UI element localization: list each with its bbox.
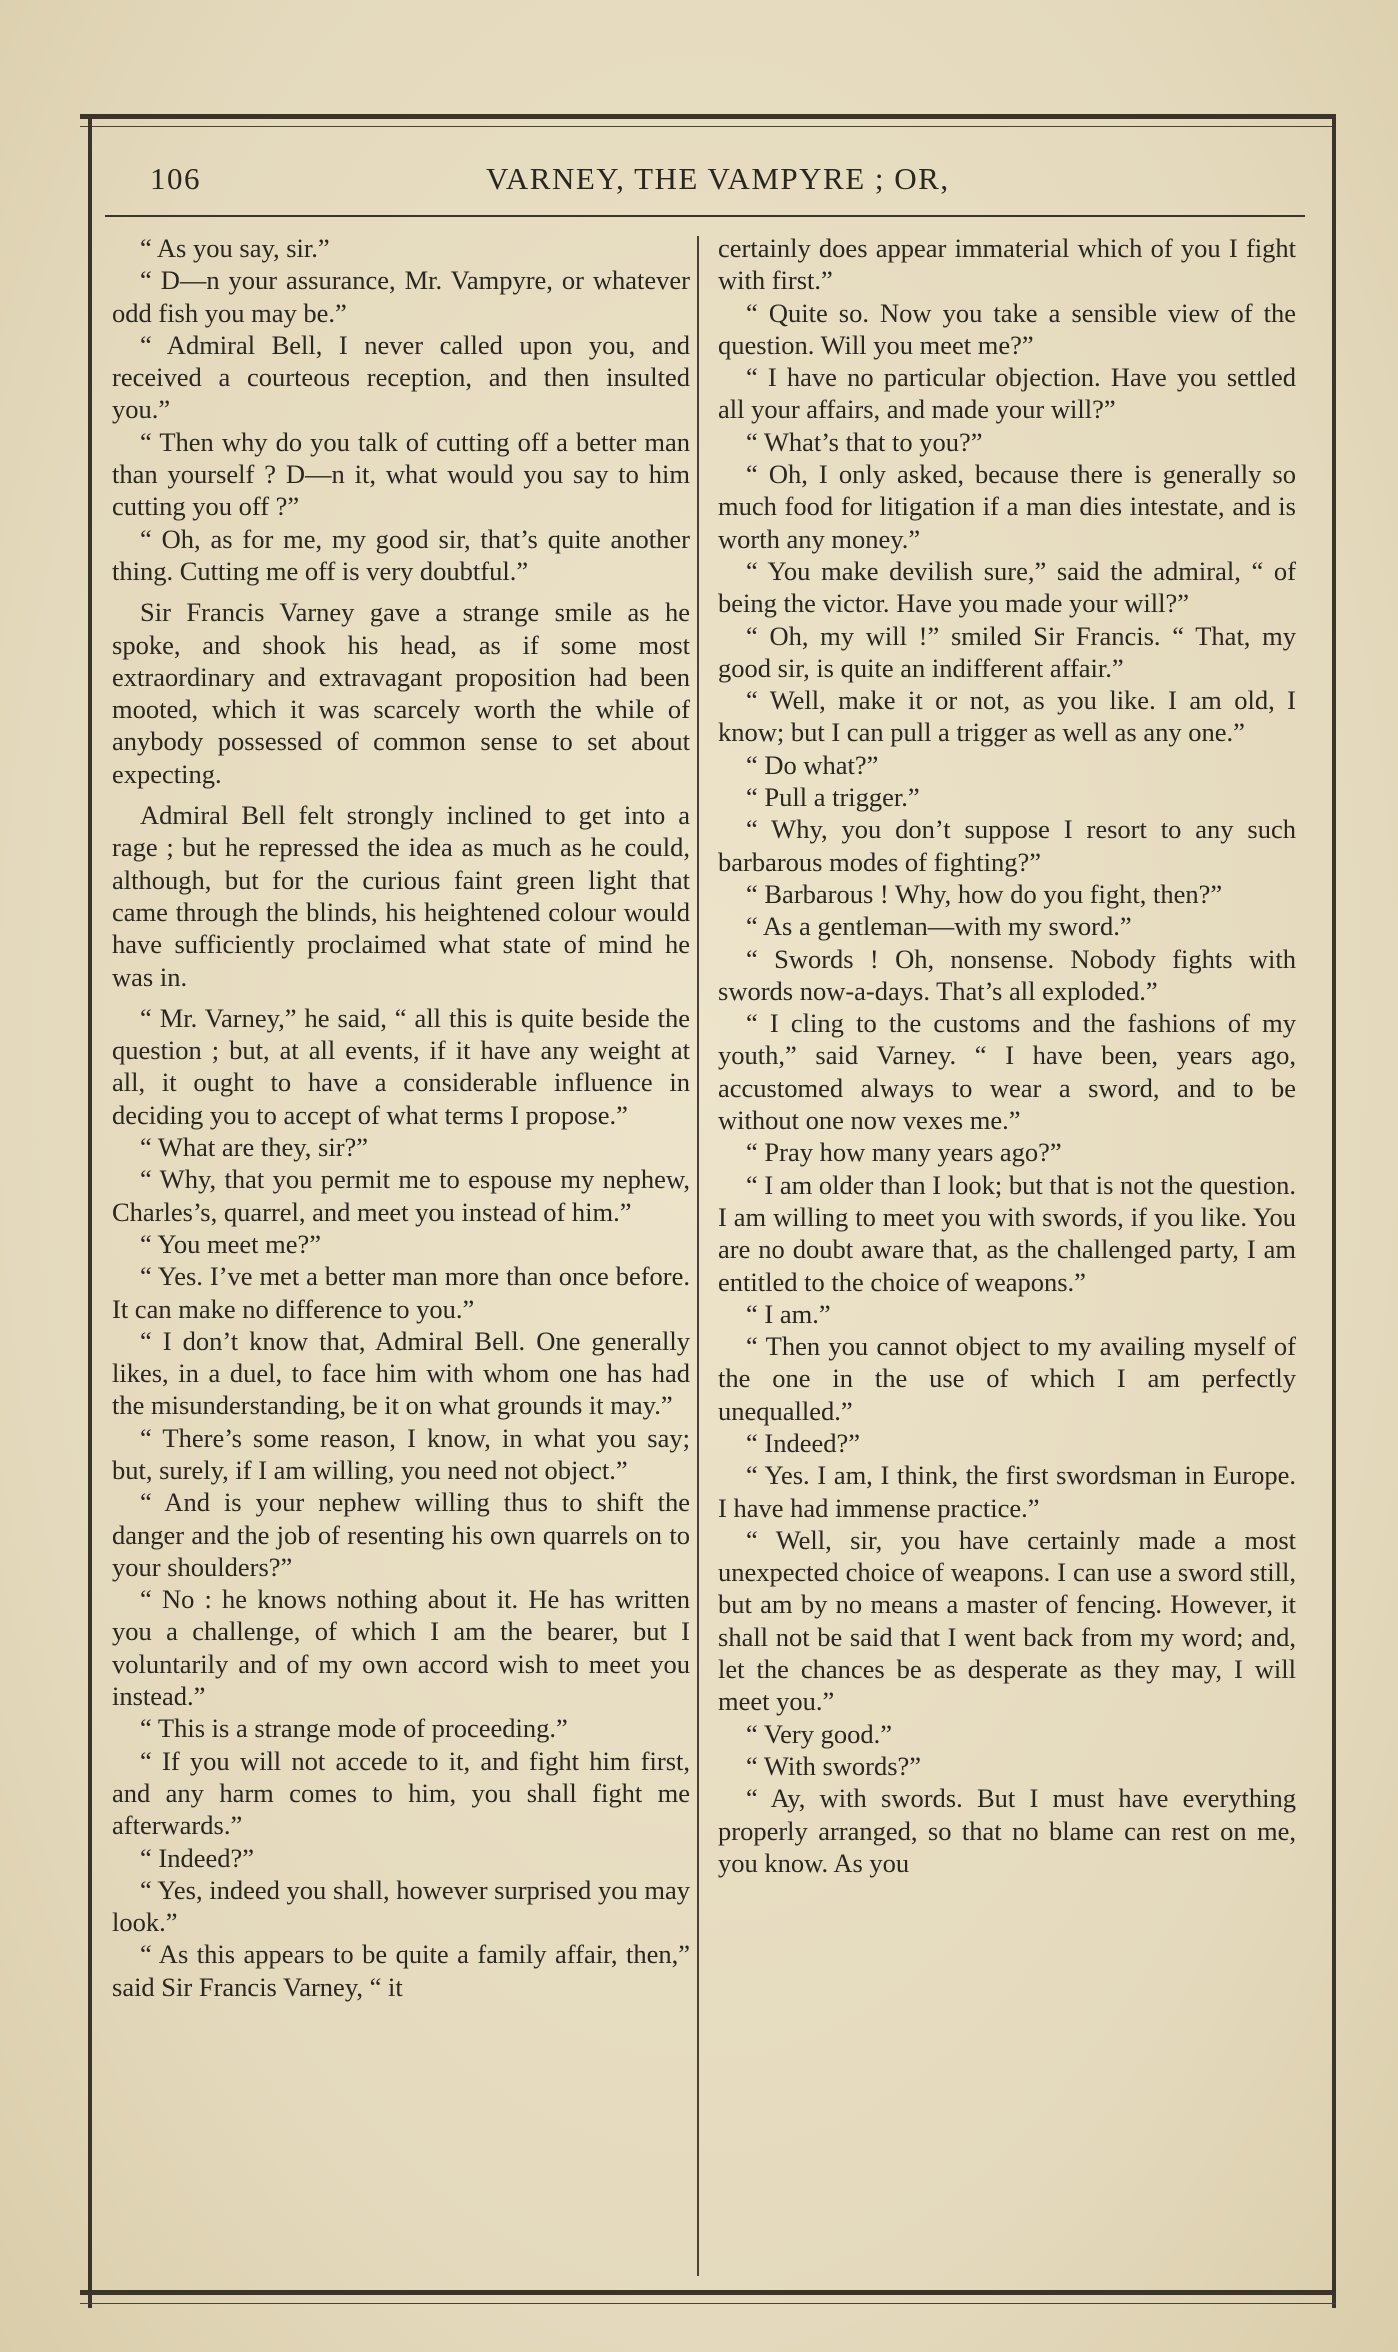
paragraph: “ You make devilish sure,” said the admiral, “ of being the victor. Have you made your will?” — [718, 555, 1296, 619]
paragraph: “ Pull a trigger.” — [746, 782, 920, 813]
paragraph: “ If you will not accede to it, and fight him first, and any harm comes to him, you shall fight me afterwards.” — [112, 1745, 690, 1841]
paragraph: Admiral Bell felt strongly inclined to get into a rage ; but he repressed the idea as much as he could, although, but for the curious faint green light that came through the blinds, his heightened colour would have sufficiently proclaimed what state of mind he was in. — [112, 800, 690, 992]
paragraph: “ Quite so. Now you take a sensible view of the question. Will you meet me?” — [718, 297, 1296, 360]
paragraph: “ What are they, sir?” — [140, 1132, 369, 1163]
paragraph: “ As this appears to be quite a family affair, then,” said Sir Francis Varney, “ it — [112, 1939, 690, 2002]
paragraph: “ With swords?” — [746, 1750, 922, 1781]
paragraph: “ Do what?” — [746, 749, 879, 780]
paragraph: “ Then you cannot object to my availing myself of the one in the use of which I am perfectly unequalled.” — [718, 1331, 1296, 1426]
paragraph: “ Then why do you talk of cutting off a better man than yourself ? D—n it, what would you say to him cutting you off ?” — [112, 426, 690, 522]
paragraph: “ Admiral Bell, I never called upon you, and received a courteous reception, and then insulted you.” — [112, 329, 690, 425]
paragraph: “ Indeed?” — [140, 1842, 255, 1873]
paragraph: “ Very good.” — [746, 1718, 892, 1749]
page-number: 106 — [150, 161, 201, 196]
paragraph: “ As you say, sir.” — [140, 233, 330, 263]
paragraph: “ This is a strange mode of proceeding.” — [140, 1713, 568, 1744]
paragraph: “ And is your nephew willing thus to shift the danger and the job of resenting his own quarrels on to your shoulders?” — [112, 1487, 690, 1582]
bottom-border-rule — [80, 2290, 1336, 2295]
paragraph: “ I am.” — [746, 1298, 831, 1329]
paragraph: “ Yes. I am, I think, the first swordsman in Europe. I have had immense practice.” — [718, 1460, 1296, 1523]
paragraph: “ Oh, as for me, my good sir, that’s quite another thing. Cutting me off is very doubtful.” — [112, 523, 690, 586]
left-column — [112, 232, 690, 2003]
paragraph: “ I have no particular objection. Have you settled all your affairs, and made your will?” — [718, 362, 1296, 425]
paragraph: “ Well, make it or not, as you like. I am old, I know; but I can pull a trigger as well as any one.” — [718, 685, 1296, 748]
paragraph: “ I am older than I look; but that is not the question. I am willing to meet you with swords, if you like. You are no doubt aware that, as the challenged party, I am entitled to the choice of weapons.” — [718, 1169, 1296, 1297]
paragraph: “ Yes. I’ve met a better man more than once before. It can make no difference to you.” — [112, 1261, 690, 1324]
paragraph: “ I cling to the customs and the fashions of my youth,” said Varney. “ I have been, years ago, accustomed always to wear a sword, and to be without one now vexes me.” — [718, 1008, 1296, 1136]
paragraph: certainly does appear immaterial which of you I fight with first.” — [718, 233, 1296, 296]
paragraph: “ Oh, my will !” smiled Sir Francis. “ That, my good sir, is quite an indifferent affair.” — [718, 620, 1296, 683]
paragraph: “ As a gentleman—with my sword.” — [746, 911, 1132, 942]
paragraph: “ There’s some reason, I know, in what you say; but, surely, if I am willing, you need not object.” — [112, 1422, 690, 1485]
right-column — [718, 232, 1296, 1879]
paragraph: “ Pray how many years ago?” — [746, 1137, 1062, 1168]
paragraph: “ D—n your assurance, Mr. Vampyre, or whatever odd fish you may be.” — [112, 265, 690, 328]
paragraph: “ Barbarous ! Why, how do you fight, then?” — [746, 878, 1223, 909]
header-rule — [105, 215, 1305, 217]
page-header — [96, 155, 1306, 205]
running-head: VARNEY, THE VAMPYRE ; OR, — [486, 161, 950, 196]
paragraph: “ Why, you don’t suppose I resort to any such barbarous modes of fighting?” — [718, 814, 1296, 877]
paragraph: “ Oh, I only asked, because there is generally so much food for litigation if a man dies intestate, and is worth any money.” — [718, 459, 1296, 554]
paragraph: “ What’s that to you?” — [746, 426, 983, 457]
paragraph: Sir Francis Varney gave a strange smile as he spoke, and shook his head, as if some most extraordinary and extravagant proposition had been mooted, which it was scarcely worth the while of anybody possessed of common sense to set about expecting. — [112, 597, 690, 789]
paragraph: “ Yes, indeed you shall, however surprised you may look.” — [112, 1874, 690, 1938]
paragraph: “ Why, that you permit me to espouse my nephew, Charles’s, quarrel, and meet you instead of him.” — [112, 1164, 690, 1227]
bottom-border-rule-thin — [80, 2303, 1336, 2304]
paragraph: “ Mr. Varney,” he said, “ all this is quite beside the question ; but, at all events, if it have any weight at all, it ought to have a considerable influence in deciding you to accept of what terms I propose.” — [112, 1002, 690, 1130]
column-divider — [697, 236, 699, 2276]
paragraph: “ No : he knows nothing about it. He has written you a challenge, of which I am the bearer, but I voluntarily and of my own accord wish to meet you instead.” — [112, 1584, 690, 1712]
paragraph: “ I don’t know that, Admiral Bell. One generally likes, in a duel, to face him with whom one has had the misunderstanding, be it on what grounds it may.” — [112, 1325, 690, 1421]
paragraph: “ You meet me?” — [140, 1228, 322, 1259]
paragraph: “ Swords ! Oh, nonsense. Nobody fights with swords now-a-days. That’s all exploded.” — [718, 943, 1296, 1006]
paragraph: “ Ay, with swords. But I must have everything properly arranged, so that no blame can rest on me, you know. As you — [718, 1783, 1296, 1878]
paragraph: “ Well, sir, you have certainly made a most unexpected choice of weapons. I can use a sword still, but am by no means a master of fencing. However, it shall not be said that I went back from my word; and, let the chances be as desperate as they may, I will meet you.” — [718, 1524, 1296, 1717]
paragraph: “ Indeed?” — [746, 1427, 861, 1458]
